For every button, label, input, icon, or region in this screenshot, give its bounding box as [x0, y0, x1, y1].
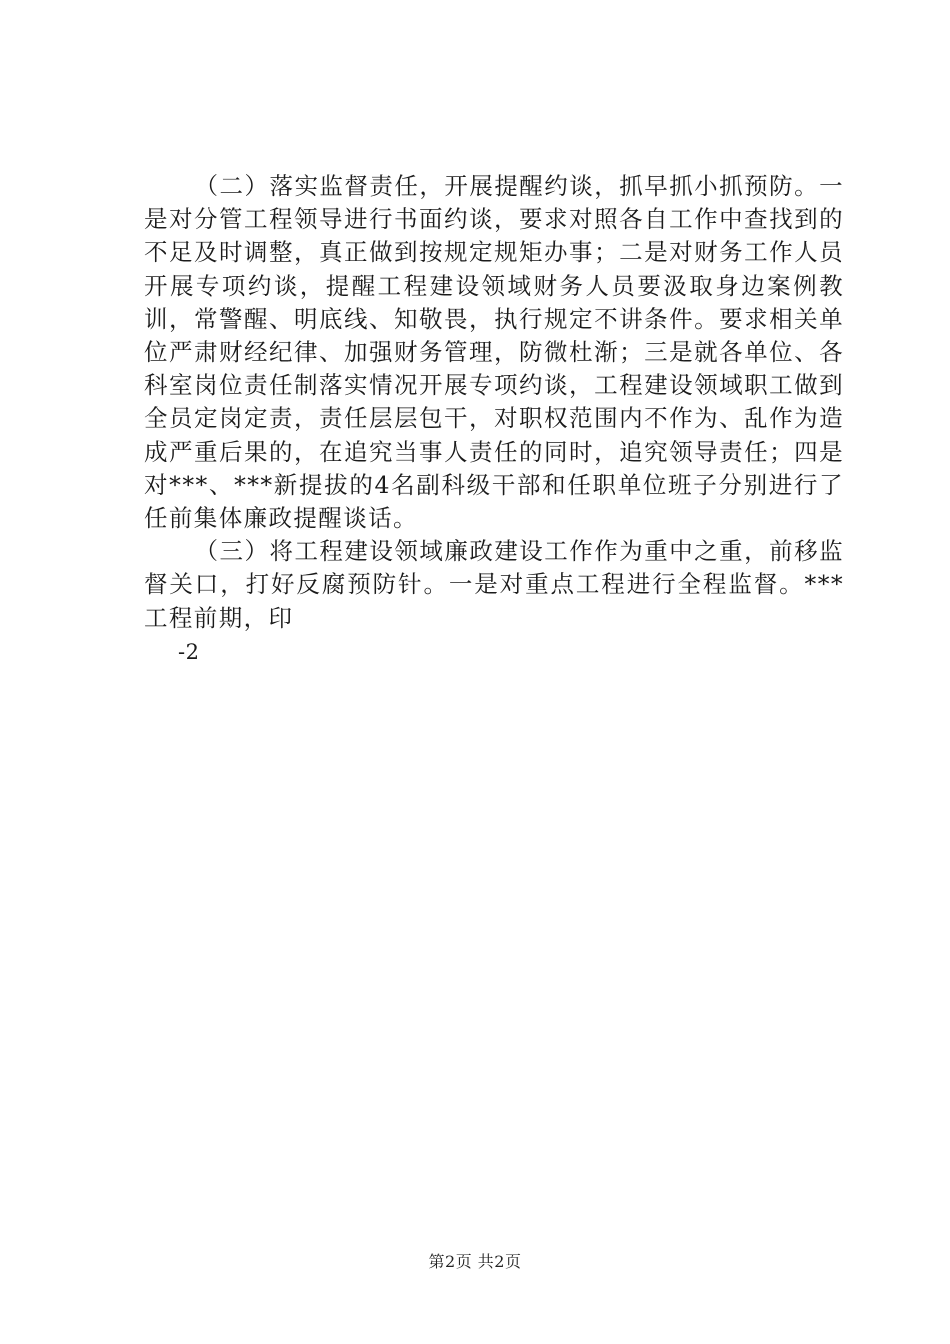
paragraph-oversight-responsibility: （二）落实监督责任，开展提醒约谈，抓早抓小抓预防。一是对分管工程领导进行书面约谈，要求对照各自工作中查找到的不足及时调整，真正做到按规定规矩办事；二是对财务工作人员开展专项约谈，提醒工程建设领域财务人员要汲取身边案例教训，常警醒、明底线、知敬畏，执行规定不讲条件。要求相关单位严肃财经纪律、加强财务管理，防微杜渐；三是就各单位、各科室岗位责任制落实情况开展专项约谈，工程建设领域职工做到全员定岗定责，责任层层包干，对职权范围内不作为、乱作为造成严重后果的，在追究当事人责任的同时，追究领导责任；四是对***、***新提拔的4名副科级干部和任职单位班子分别进行了任前集体廉政提醒谈话。 — [144, 172, 844, 533]
paragraph-engineering-integrity: （三）将工程建设领域廉政建设工作作为重中之重，前移监督关口，打好反腐预防针。一是对重点工程进行全程监督。***工程前期，印 — [144, 537, 844, 632]
inline-page-marker: -2 — [178, 639, 200, 664]
document-body — [144, 170, 844, 669]
page-footer: 第2页 共2页 — [428, 1252, 522, 1271]
